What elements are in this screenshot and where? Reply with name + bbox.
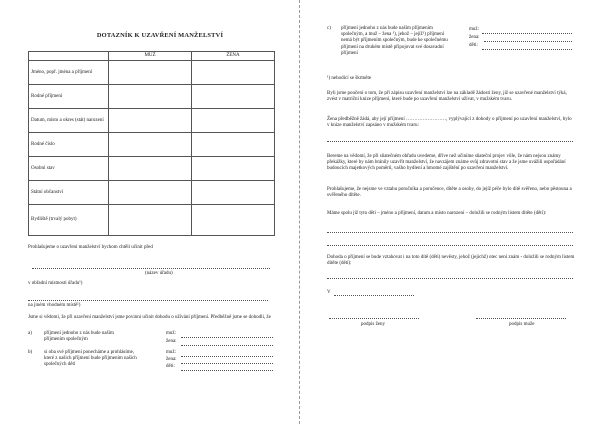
table-row bbox=[29, 157, 275, 181]
table-row bbox=[29, 133, 275, 157]
children-paragraph: Máme spolu již tyto děti – jméno a příjmení, datum a místo narození – doložili se rodným listem dítěte (dětí): bbox=[327, 211, 547, 216]
other-place-option: na jiném vhodném místě¹) bbox=[28, 303, 81, 308]
option-c-letter: c) bbox=[327, 26, 331, 31]
zena-cell[interactable] bbox=[192, 205, 275, 236]
table-header-row bbox=[29, 52, 275, 61]
muz-cell[interactable] bbox=[109, 133, 192, 157]
male-form-request: Žena předběžně žádá, aby její příjmení ……………………, vyplývající z dohody o příjmení po uzavření manželství, bylo v knize manželství zapsáno v mužském tvaru: bbox=[327, 117, 572, 129]
row-label: Osobní stav bbox=[29, 157, 109, 181]
impediments-paragraph: Bereme na vědomí, že při sňatečném obřadu uvedeme, dříve než učiníme sňateční projev vůle, že nám nejsou známy překážky, které by nám bránily uzavřít manželství, že navzájem známe svůj zdravotní stav a že jsme uvážili uspořádání budoucích majetkových poměrů, vašho bydlení a hmotné zajištění po uzavření manželství. bbox=[327, 154, 566, 172]
personal-data-table bbox=[28, 51, 275, 236]
muz-cell[interactable] bbox=[109, 61, 192, 85]
bride-children-paragraph: Dohoda o příjmení se bude vztahovat i na toto dítě (děti) nevěsty, jehož (jejichž) otec není znám - doložili se rodným listem dítěte (dětí): bbox=[327, 255, 575, 267]
option-a-letter: a) bbox=[28, 331, 32, 336]
office-name-line[interactable] bbox=[32, 268, 270, 269]
bride-signature-line[interactable] bbox=[329, 318, 419, 319]
option-b-muz-label: muž: bbox=[166, 350, 176, 355]
option-a-muz-field[interactable] bbox=[181, 337, 273, 338]
place-date-label: V bbox=[327, 290, 331, 295]
option-b-zena-label: žena: bbox=[166, 357, 177, 362]
option-c-text: příjmení jednoho z nás bude naším příjmením společným, a muž – žena ¹), jehož – jejíž¹) příjmení nemá být příjmením společným, bude ke společnému příjmení na druhém místě připojovat své dosavadní příjmení bbox=[341, 26, 448, 56]
bride-children-line[interactable] bbox=[327, 278, 573, 279]
table-row bbox=[29, 61, 275, 85]
row-label: Bydliště (trvalý pobyt) bbox=[29, 205, 109, 236]
option-c-zena-label: žena: bbox=[469, 35, 480, 40]
option-b-deti-label: děti: bbox=[166, 364, 175, 369]
option-c-muz-label: muž: bbox=[469, 27, 479, 32]
place-date-field[interactable] bbox=[334, 295, 414, 296]
male-form-line[interactable] bbox=[327, 141, 573, 142]
option-c-deti-field[interactable] bbox=[482, 49, 572, 50]
zena-cell[interactable] bbox=[192, 85, 275, 109]
option-b-letter: b) bbox=[28, 350, 33, 355]
muz-cell[interactable] bbox=[109, 181, 192, 205]
option-c-deti-label: děti: bbox=[469, 43, 478, 48]
left-page bbox=[0, 0, 299, 424]
zena-cell[interactable] bbox=[192, 157, 275, 181]
ceremony-room-option: v obřadní místnosti úřadu¹) bbox=[28, 281, 83, 286]
option-c-muz-field[interactable] bbox=[482, 33, 572, 34]
zena-cell[interactable] bbox=[192, 61, 275, 85]
bride-signature-label: podpis ženy bbox=[361, 322, 386, 327]
male-form-paragraph: Byli jsme poučení o tom, že při zápisu uzavření manželství lze na základě žádosti ženy, již se uzavřené manželství týká, zvést v matriční knize příjmení, které bude po uzavření manželství užívat, v mužském tvaru. bbox=[327, 91, 567, 103]
table-row bbox=[29, 205, 275, 236]
option-b-muz-field[interactable] bbox=[181, 356, 273, 357]
option-a-text: příjmení jednoho z nás bude naším příjmením společným bbox=[44, 331, 114, 343]
option-a-zena-label: žena: bbox=[166, 339, 177, 344]
table-header-zena: ŽENA bbox=[192, 52, 275, 61]
table-row bbox=[29, 85, 275, 109]
option-b-text: si oba své příjmení ponecháme a prohlásíme, které z našich příjmení bude příjmením našich společných dětí bbox=[44, 350, 137, 368]
guardianship-paragraph: Prohlašujeme, že nejsme ve vztahu poručníka a poručence, dítěte a osoby, do jejíž péče bylo dítě svěřeno, nebo pěstouna a svěřeného dítěte. bbox=[327, 187, 572, 199]
office-paragraph: Prohlašujeme o uzavření manželství bychom chtěli učinit před bbox=[28, 245, 153, 250]
table-row bbox=[29, 181, 275, 205]
children-line-2[interactable] bbox=[327, 245, 573, 246]
row-label: Datum, místo a okres (stát) narození bbox=[29, 109, 109, 133]
table-header bbox=[29, 52, 109, 61]
groom-signature-line[interactable] bbox=[476, 318, 566, 319]
office-name-note: (název úřadu) bbox=[145, 271, 173, 276]
option-a-zena-field[interactable] bbox=[181, 345, 273, 346]
option-a-muz-label: muž: bbox=[166, 331, 176, 336]
table-row bbox=[29, 109, 275, 133]
row-label: Jméno, popř. jména a příjmení bbox=[29, 61, 109, 85]
surname-agreement-paragraph: Jsme si vědomi, že při uzavření manželství jsme povinni učinit dohodu o užívání příjmení. Předběžně jsme se dohodli, že bbox=[28, 315, 271, 320]
option-b-deti-field[interactable] bbox=[181, 370, 273, 371]
right-page bbox=[301, 0, 600, 424]
option-c-zena-field[interactable] bbox=[484, 41, 572, 42]
option-b-zena-field[interactable] bbox=[181, 363, 273, 364]
row-label: Rodné číslo bbox=[29, 133, 109, 157]
muz-cell[interactable] bbox=[109, 85, 192, 109]
zena-cell[interactable] bbox=[192, 133, 275, 157]
zena-cell[interactable] bbox=[192, 181, 275, 205]
muz-cell[interactable] bbox=[109, 205, 192, 236]
form-title: DOTAZNÍK K UZAVŘENÍ MANŽELSTVÍ bbox=[96, 32, 224, 39]
place-line[interactable] bbox=[28, 300, 268, 301]
muz-cell[interactable] bbox=[109, 157, 192, 181]
row-label: Rodné příjmení bbox=[29, 85, 109, 109]
row-label: Státní občanství bbox=[29, 181, 109, 205]
page-fold-line bbox=[299, 0, 300, 424]
footnote: ¹) nehodící se škrtněte bbox=[327, 76, 372, 81]
zena-cell[interactable] bbox=[192, 109, 275, 133]
muz-cell[interactable] bbox=[109, 109, 192, 133]
groom-signature-label: podpis muže bbox=[509, 322, 535, 327]
children-line-1[interactable] bbox=[327, 232, 573, 233]
table-header-muz: MUŽ bbox=[109, 52, 192, 61]
